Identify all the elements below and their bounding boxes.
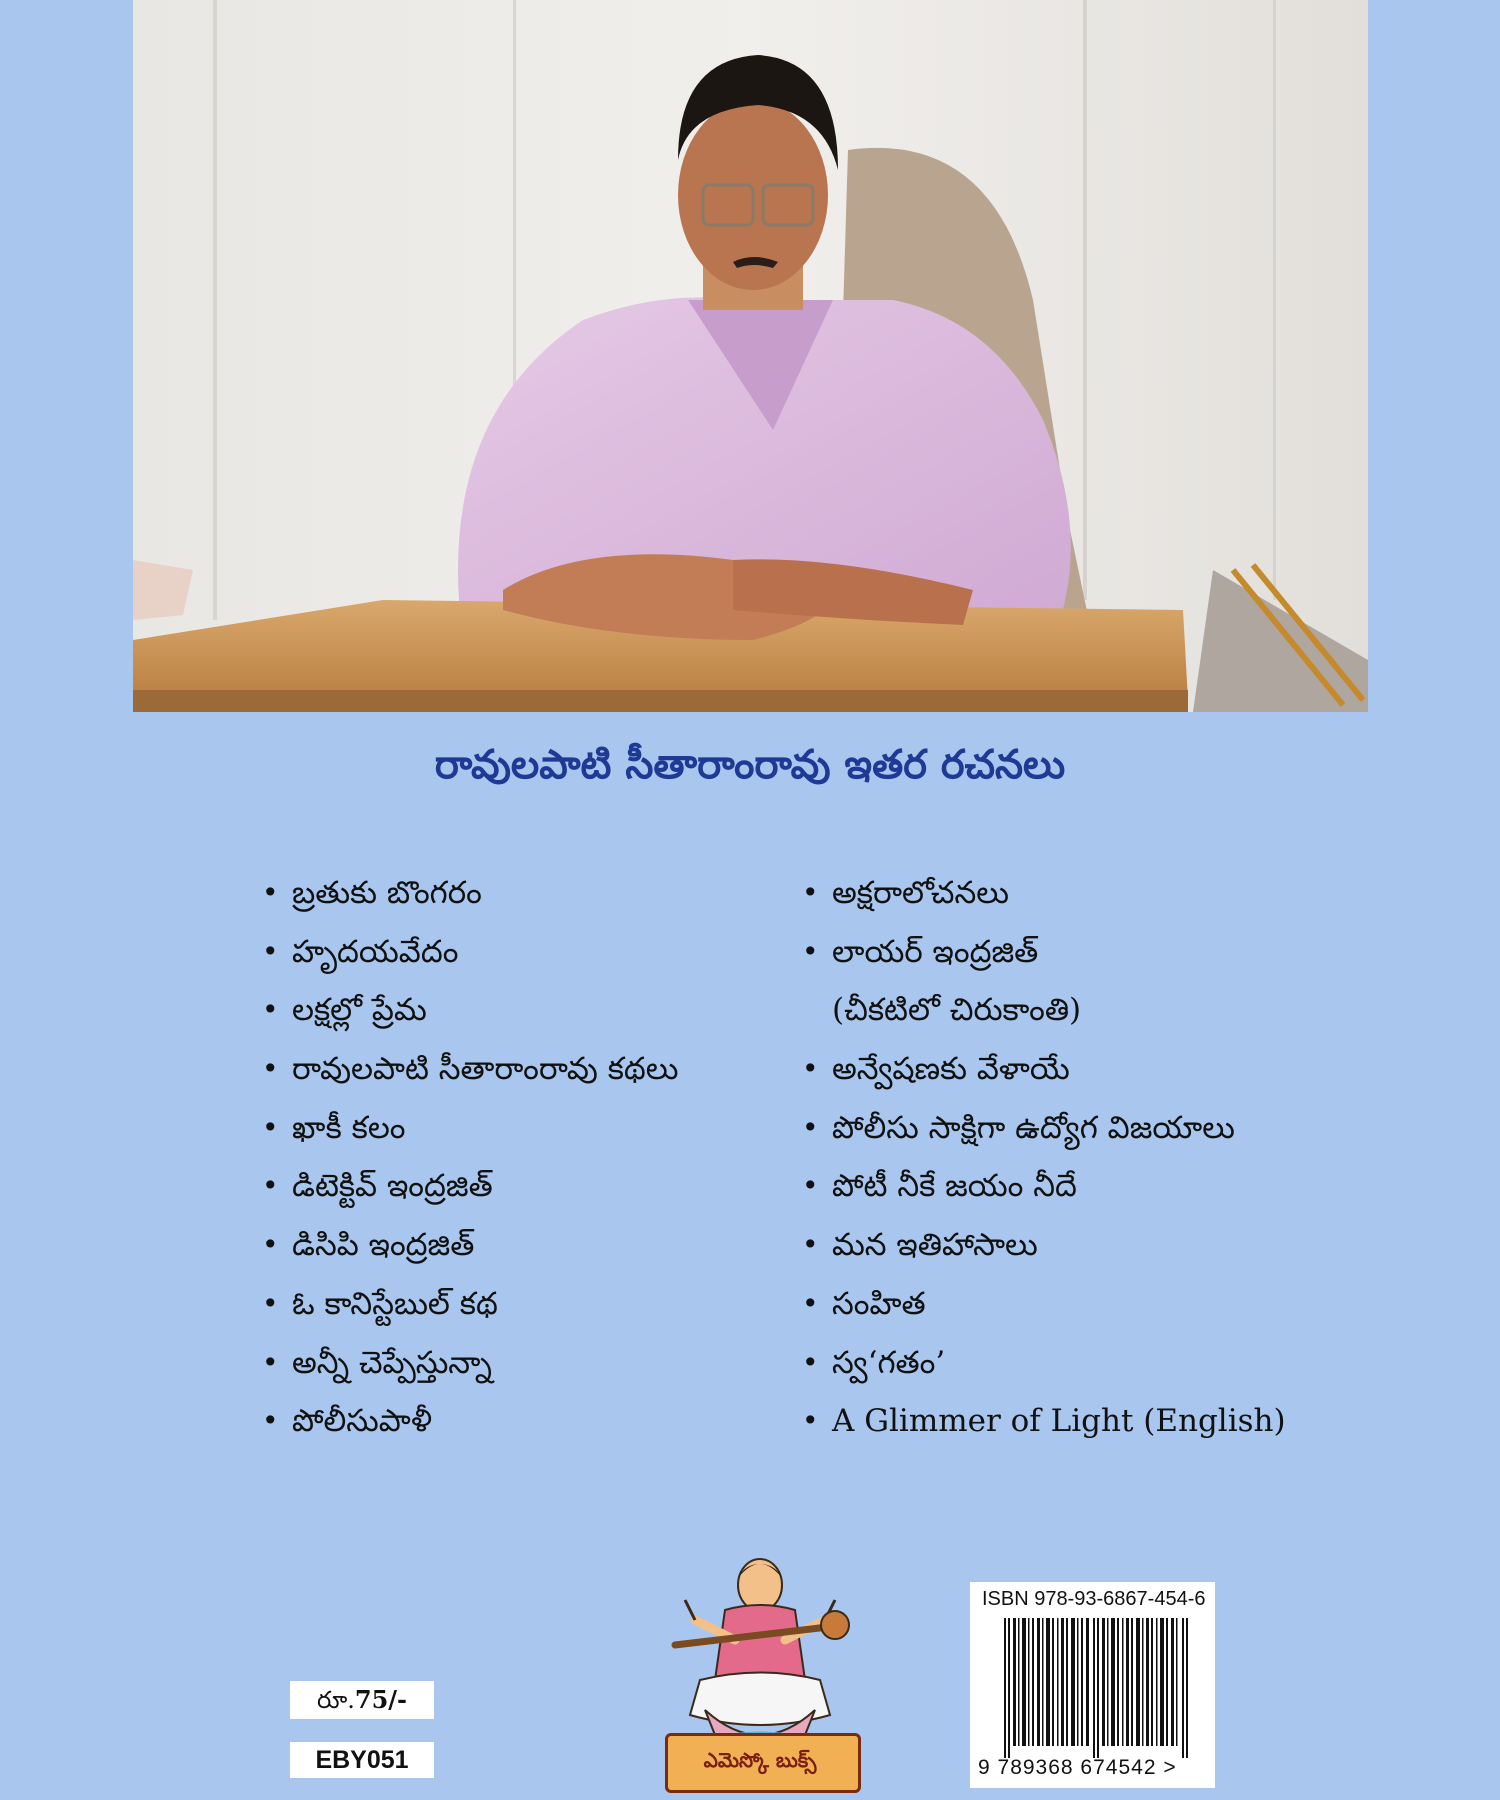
list-item: • బ్రతుకు బొంగరం [262,864,782,923]
bullet: • [802,1345,819,1379]
list-item: • ఓ కానిస్టేబుల్ కథ [262,1275,782,1334]
book-code: EBY051 [290,1742,434,1778]
bullet: • [262,876,279,909]
list-item: • అన్వేషణకు వేళాయే [802,1040,1322,1099]
works-list-right [802,864,1322,1451]
bullet: • [262,1286,279,1320]
bullet: • [802,876,819,909]
publisher-label: ఎమెస్కో బుక్స్ [703,1748,817,1772]
bullet: • [262,993,279,1027]
bullet: • [802,1110,819,1144]
list-item: • మన ఇతిహాసాలు [802,1216,1322,1275]
list-item: • పోలీసు సాక్షిగా ఉద్యోగ విజయాలు [802,1099,1322,1158]
bullet: • [802,1052,819,1086]
works-list-left [262,864,782,1451]
list-item: • డిటెక్టివ్ ఇంద్రజిత్ [262,1157,782,1216]
bullet: • [802,1228,819,1262]
bullet: • [802,1404,819,1438]
bullet: • [262,1228,279,1262]
list-item: • సంహిత [802,1275,1322,1334]
list-item: • లక్షల్లో ప్రేమ [262,981,782,1040]
list-item: • ఖాకీ కలం [262,1099,782,1158]
list-item: • పోటీ నీకే జయం నీదే [802,1157,1322,1216]
list-item: • పోలీసుపాళీ [262,1392,782,1451]
list-item: • A Glimmer of Light (English) [802,1392,1322,1451]
price-prefix: రూ. [316,1686,355,1714]
list-item: • అక్షరాలోచనలు [802,864,1322,923]
list-item: • స్వ‘గతం’ [802,1334,1322,1393]
bullet: • [262,1404,279,1438]
bullet: • [262,1345,279,1379]
isbn-digits: 9 789368 674542 > [978,1756,1177,1779]
bullet: • [802,1286,819,1320]
isbn-barcode [970,1582,1215,1788]
list-item: • హృదయవేదం [262,923,782,982]
list-item: • లాయర్ ఇంద్రజిత్ [802,923,1322,982]
author-photo [133,0,1368,712]
bullet: • [802,1169,819,1203]
bullet: • [802,934,819,968]
list-item: • రావులపాటి సీతారాంరావు కథలు [262,1040,782,1099]
bullet: • [262,1052,279,1086]
list-item: • డిసిపి ఇంద్రజిత్ [262,1216,782,1275]
price-label [290,1681,434,1719]
price-value: 75/- [354,1685,408,1714]
barcode-icon [1004,1618,1189,1758]
bullet: • [262,1169,279,1203]
other-works-heading: రావులపాటి సీతారాంరావు ఇతర రచనలు [434,742,1066,788]
bullet: • [262,1110,279,1144]
bullet: • [262,934,279,968]
list-item: • అన్నీ చెప్పేస్తున్నా [262,1334,782,1393]
list-item-continuation: (చీకటిలో చిరుకాంతి) [832,992,1082,1029]
isbn-label: ISBN 978-93-6867-454-6 [982,1588,1206,1610]
